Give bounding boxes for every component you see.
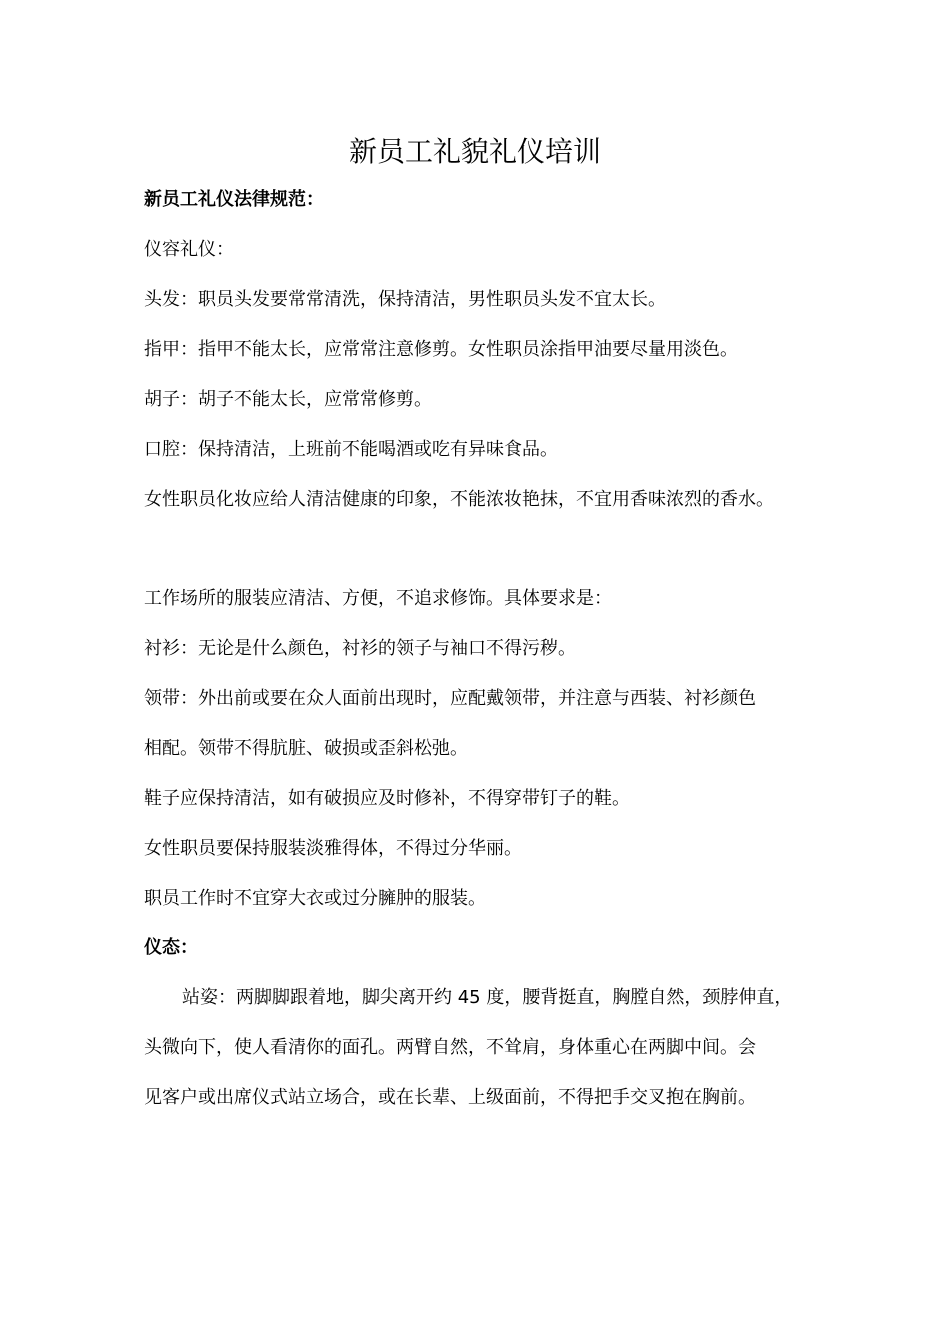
paragraph-hair: 头发：职员头发要常常清洗，保持清洁，男性职员头发不宜太长。	[144, 289, 666, 310]
paragraph-coat: 职员工作时不宜穿大衣或过分臃肿的服装。	[144, 888, 486, 909]
section-heading: 新员工礼仪法律规范：	[144, 189, 324, 210]
posture-heading: 仪态：	[144, 937, 198, 958]
paragraph-standing-line2: 头微向下，使人看清你的面孔。两臂自然，不耸肩，身体重心在两脚中间。会	[144, 1037, 756, 1058]
paragraph-beard: 胡子：胡子不能太长，应常常修剪。	[144, 389, 432, 410]
appearance-heading: 仪容礼仪：	[144, 239, 234, 260]
paragraph-standing-line3: 见客户或出席仪式站立场合，或在长辈、上级面前，不得把手交叉抱在胸前。	[144, 1087, 756, 1108]
paragraph-women-attire: 女性职员要保持服装淡雅得体，不得过分华丽。	[144, 838, 522, 859]
paragraph-shoes: 鞋子应保持清洁，如有破损应及时修补，不得穿带钉子的鞋。	[144, 788, 630, 809]
paragraph-shirt: 衬衫：无论是什么颜色，衬衫的领子与袖口不得污秽。	[144, 638, 576, 659]
paragraph-standing-line1: 站姿：两脚脚跟着地，脚尖离开约 45 度，腰背挺直，胸膛自然，颈脖伸直，	[182, 987, 793, 1008]
paragraph-tie-line2: 相配。领带不得肮脏、破损或歪斜松弛。	[144, 738, 468, 759]
paragraph-makeup: 女性职员化妆应给人清洁健康的印象，不能浓妆艳抹，不宜用香味浓烈的香水。	[144, 489, 774, 510]
page-title: 新员工礼貌礼仪培训	[348, 135, 601, 168]
paragraph-mouth: 口腔：保持清洁，上班前不能喝酒或吃有异味食品。	[144, 439, 558, 460]
paragraph-tie-line1: 领带：外出前或要在众人面前出现时，应配戴领带，并注意与西装、衬衫颜色	[144, 688, 756, 709]
paragraph-nails: 指甲：指甲不能太长，应常常注意修剪。女性职员涂指甲油要尽量用淡色。	[144, 339, 738, 360]
attire-intro: 工作场所的服装应清洁、方便，不追求修饰。具体要求是：	[144, 588, 612, 609]
